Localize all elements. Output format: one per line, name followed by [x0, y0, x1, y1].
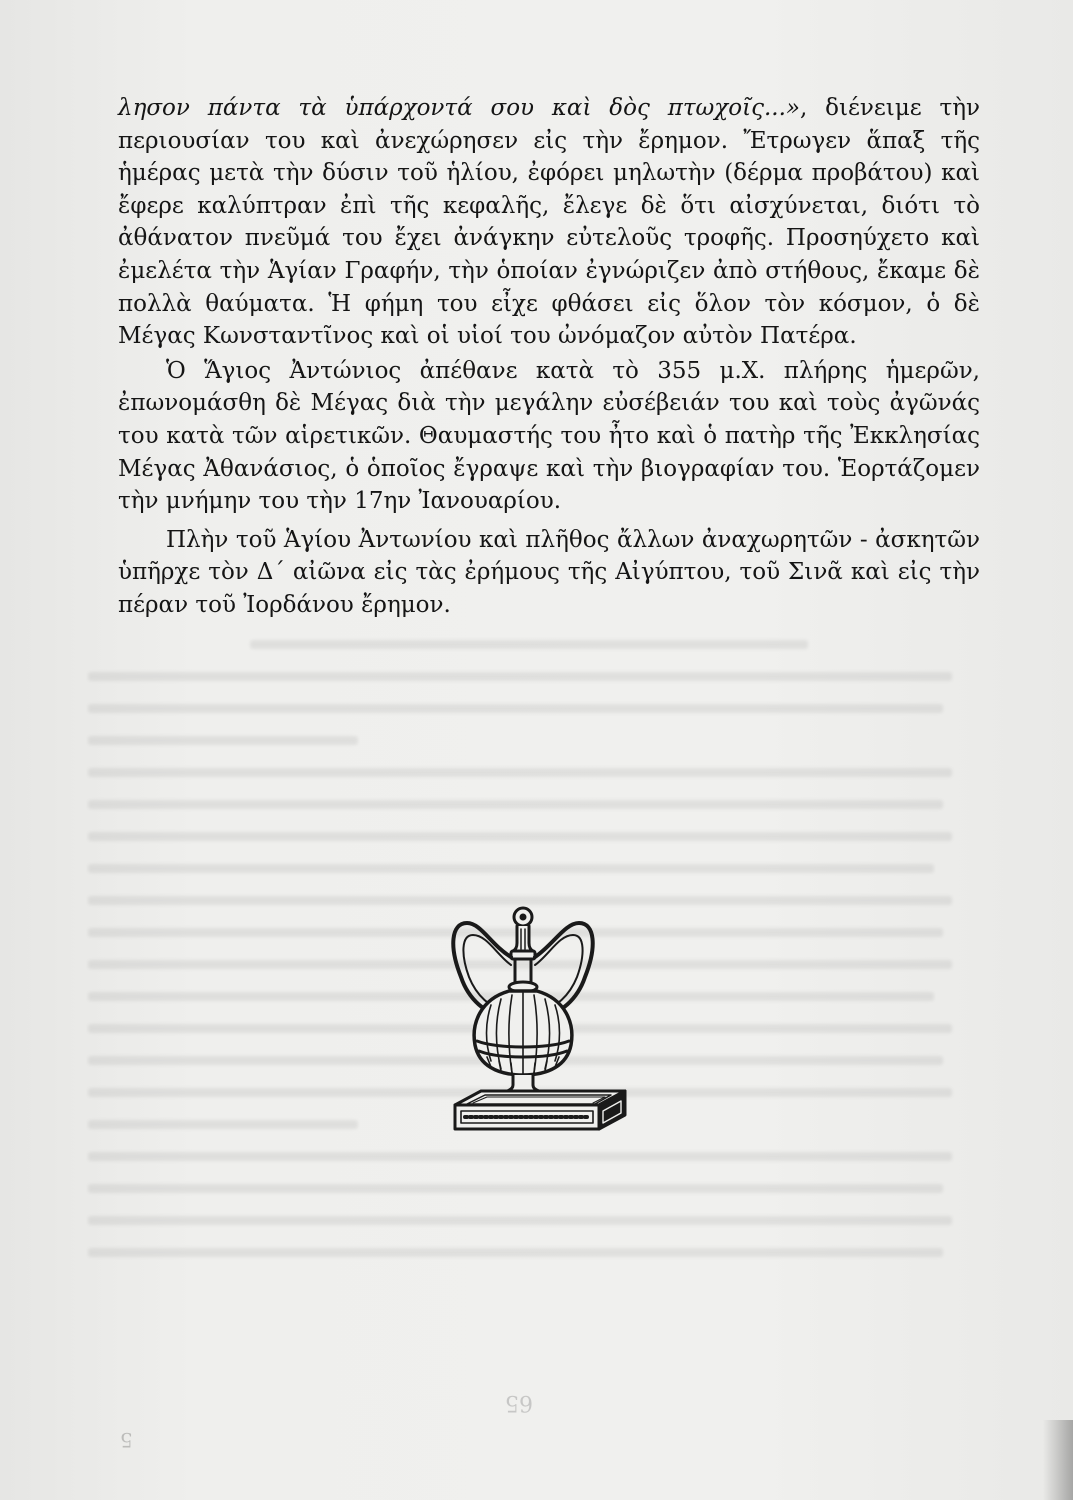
- paragraph-text: Πλὴν τοῦ Ἁγίου Ἀντωνίου καὶ πλῆθος ἄλλων ἀναχωρητῶν - ἀσκητῶν ὑπῆρχε τὸν Δ΄ αἰῶνα εἰς τὰς ἐρήμους τῆς Αἰγύπτου, τοῦ Σινᾶ καὶ εἰς τὴν πέραν τοῦ Ἰορδάνου ἔρημον.: [118, 526, 980, 618]
- amphora-on-pedestal-icon: [447, 905, 629, 1145]
- paragraph-text: , διένειμε τὴν περιουσίαν του καὶ ἀνεχώρησεν εἰς τὴν ἔρημον. Ἔτρωγεν ἅπαξ τῆς ἡμέρας μετὰ τὴν δύσιν τοῦ ἡλίου, ἐφόρει μηλωτὴν (δέρμα προβάτου) καὶ ἔφερε καλύπτραν ἐπὶ τῆς κεφαλῆς, ἔλεγε δὲ ὅτι αἰσχύνεται, διότι τὸ ἀθάνατον πνεῦμά του ἔχει ἀνάγκην εὐτελοῦς τροφῆς. Προσηύχετο καὶ ἐμελέτα τὴν Ἁγίαν Γραφήν, τὴν ὁποίαν ἐγνώριζεν ἀπὸ στήθους, ἔκαμε δὲ πολλὰ θαύματα. Ἡ φήμη του εἶχε φθάσει εἰς ὅλον τὸν κόσμον, ὁ δὲ Μέγας Κωνσταντῖνος καὶ οἱ υἱοί του ὠνόμαζον αὐτὸν Πατέρα.: [118, 95, 981, 350]
- bleed-through-corner-mark: 5: [120, 1428, 133, 1452]
- main-text: [118, 92, 980, 622]
- paragraph-text: Ὁ Ἅγιος Ἀντώνιος ἀπέθανε κατὰ τὸ 355 μ.Χ. πλήρης ἡμερῶν, ἐπωνομάσθη δὲ Μέγας διὰ τὴν μεγάλην εὐσέβειάν του καὶ τοὺς ἀγῶνάς του κατὰ τῶν αἱρετικῶν. Θαυμαστής του ἦτο καὶ ὁ πατὴρ τῆς Ἐκκλησίας Μέγας Ἀθανάσιος, ὁ ὁποῖος ἔγραψε καὶ τὴν βιογραφίαν του. Ἑορτάζομεν τὴν μνήμην του τὴν 17ην Ἰανουαρίου.: [118, 357, 980, 515]
- paragraph-other-ascetics: [118, 524, 980, 622]
- paragraph-antonios-death: [118, 355, 980, 518]
- bleed-through-page-number: 65: [505, 1390, 533, 1415]
- scan-shadow: [1043, 1420, 1073, 1500]
- scripture-quote: λησον πάντα τὰ ὑπάρχοντά σου καὶ δὸς πτωχοῖς...»: [118, 95, 800, 121]
- paragraph-antonios-life: [118, 92, 980, 353]
